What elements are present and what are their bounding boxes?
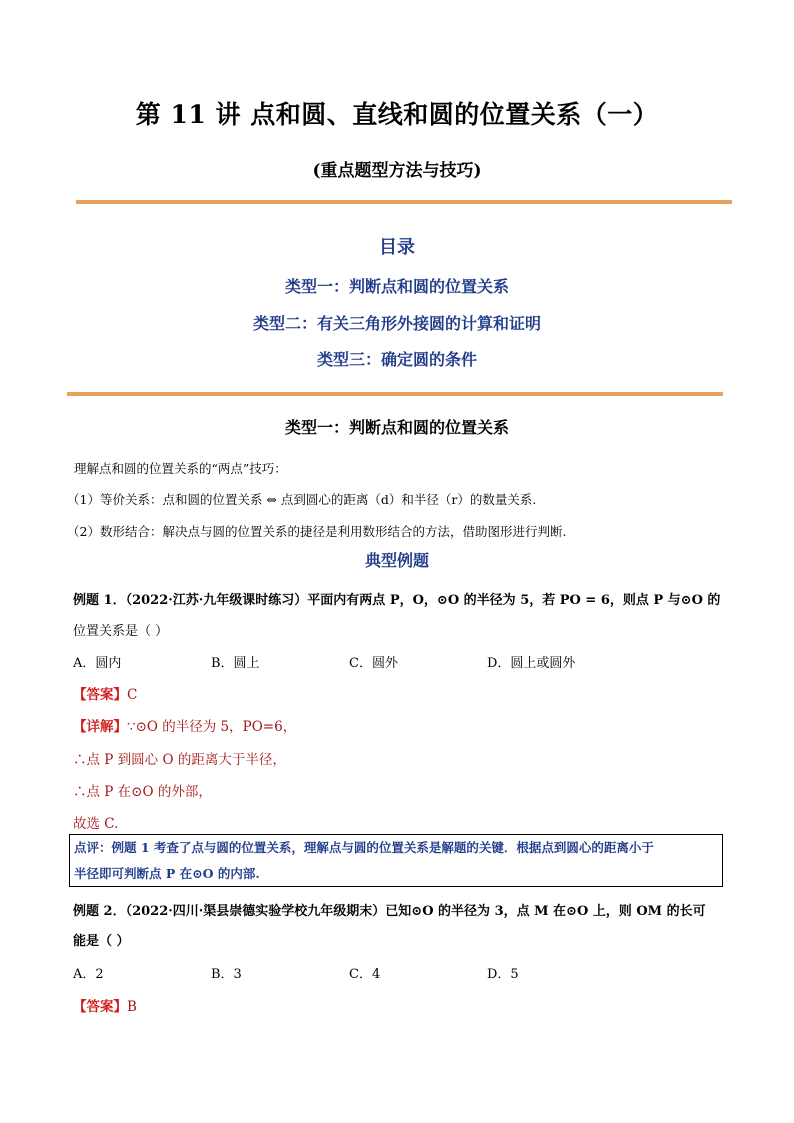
example2-option-a[interactable]: A．2 [73, 967, 104, 982]
comment-line2: 半径即可判断点 P 在⊙O 的内部. [74, 866, 260, 881]
answer-label: 【答案】 [73, 999, 127, 1015]
example2-option-c[interactable]: C．4 [349, 967, 381, 982]
example1-question-line1: 例题 1．（2022·江苏·九年级课时练习）平面内有两点 P，O，⊙O 的半径为 5，若 PO = 6，则点 P 与⊙O 的 [73, 593, 721, 608]
example1-option-d[interactable]: D．圆上或圆外 [487, 656, 576, 671]
divider-toc [67, 392, 723, 396]
example2-question-line2: 能是（ ） [73, 934, 130, 949]
example1-option-a[interactable]: A．圆内 [73, 656, 122, 671]
answer-label: 【答案】 [73, 687, 127, 703]
example2-question-line1: 例题 2．（2022·四川·渠县崇德实验学校九年级期末）已知⊙O 的半径为 3，点 M 在⊙O 上，则 OM 的长可 [73, 904, 706, 919]
example2-answer [73, 995, 137, 1015]
toc-heading: 目录 [379, 237, 415, 258]
example1-detail-line2: ∴点 P 到圆心 O 的距离大于半径， [73, 752, 286, 768]
toc-item-type2[interactable]: 类型二：有关三角形外接圆的计算和证明 [252, 314, 541, 333]
toc-item-type1[interactable]: 类型一：判断点和圆的位置关系 [284, 277, 509, 296]
example1-option-c[interactable]: C．圆外 [349, 656, 398, 671]
example2-option-d[interactable]: D．5 [487, 967, 519, 982]
example1-answer [73, 683, 137, 703]
technique-point-1: （1）等价关系：点和圆的位置关系 ⇔ 点到圆心的距离（d）和半径（r）的数量关系. [67, 492, 537, 507]
comment-line1: 点评：例题 1 考查了点与圆的位置关系，理解点与圆的位置关系是解题的关键．根据点到圆心的距离小于 [74, 840, 654, 855]
technique-intro: 理解点和圆的位置关系的“两点”技巧： [74, 461, 287, 476]
example1-detail-line3: ∴点 P 在⊙O 的外部， [73, 784, 212, 800]
answer-value: C [127, 687, 138, 703]
divider-top [76, 200, 732, 204]
example1-option-b[interactable]: B．圆上 [211, 656, 260, 671]
examples-heading: 典型例题 [364, 551, 429, 570]
toc-item-type3[interactable]: 类型三：确定圆的条件 [316, 350, 477, 369]
detail-text: ∵⊙O 的半径为 5，PO=6， [127, 719, 297, 735]
technique-point-2: （2）数形结合：解决点与圆的位置关系的捷径是利用数形结合的方法，借助图形进行判断. [67, 524, 567, 539]
page-title: 第 11 讲 点和圆、直线和圆的位置关系（一） [135, 100, 659, 129]
detail-label: 【详解】 [73, 719, 127, 735]
section-heading: 类型一：判断点和圆的位置关系 [284, 418, 509, 437]
answer-value: B [127, 999, 137, 1015]
example2-option-b[interactable]: B．3 [211, 967, 242, 982]
example1-detail-line1 [73, 715, 296, 735]
page-subtitle: (重点题型方法与技巧) [312, 161, 482, 181]
example1-question-line2: 位置关系是（ ） [73, 624, 169, 639]
example1-detail-line4: 故选 C. [73, 816, 119, 832]
